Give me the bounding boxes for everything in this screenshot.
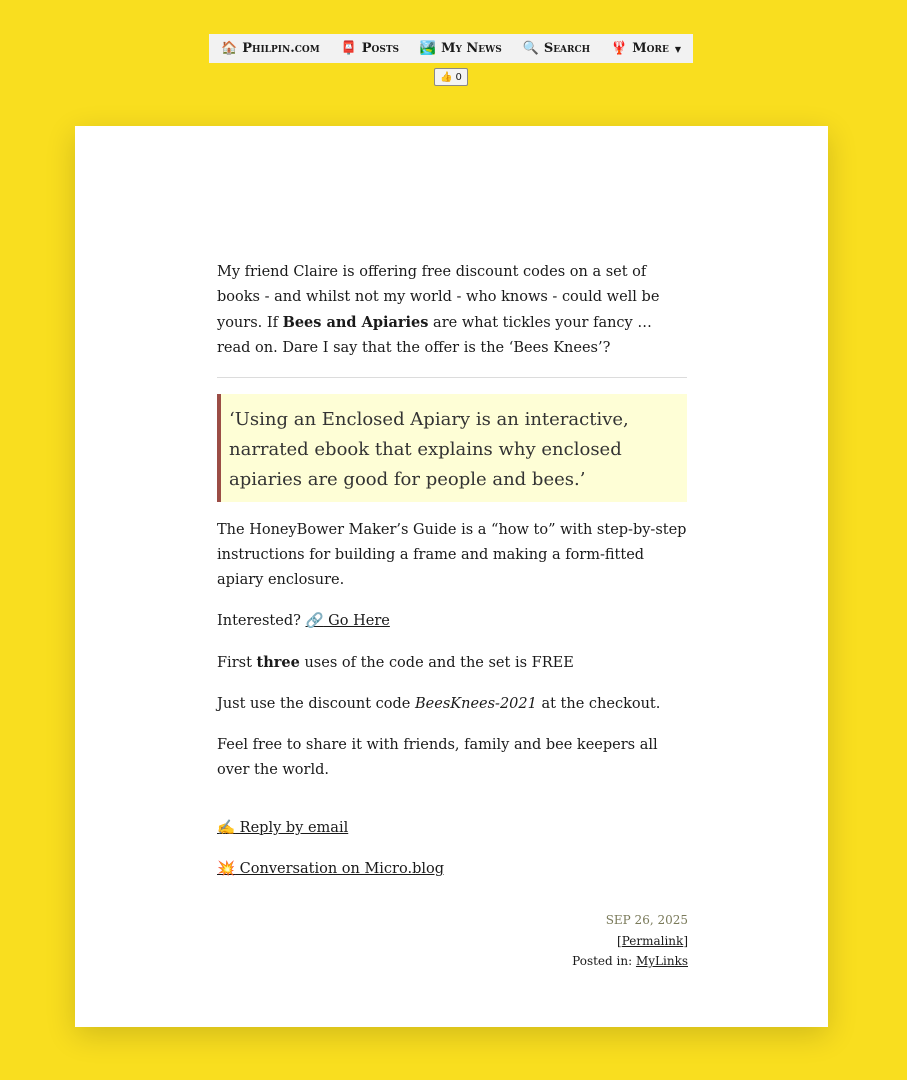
writing-hand-icon: ✍️	[217, 820, 236, 836]
nav-item-philpin[interactable]	[221, 41, 320, 56]
first-three-paragraph: First three uses of the code and the set is FREE	[217, 654, 574, 671]
nav-item-label: More	[632, 41, 669, 56]
nav-item-label: Search	[543, 41, 591, 56]
house-icon: 🏠	[221, 41, 238, 56]
nav-item-posts[interactable]	[341, 41, 400, 56]
lobster-icon: 🦞	[611, 41, 628, 56]
post-content	[217, 260, 687, 783]
nav-item-label: Posts	[361, 41, 400, 56]
post-card	[75, 126, 828, 1027]
nav-item-label: My News	[441, 41, 502, 56]
landscape-icon: 🏞️	[419, 41, 437, 56]
quote-block: ‘Using an Enclosed Apiary is an interactive, narrated ebook that explains why enclosed apiaries are good for people and bees.’	[217, 394, 687, 502]
post-date: SEP 26, 2025	[605, 913, 688, 927]
like-count: 0	[455, 71, 462, 83]
interested-paragraph: Interested? 🔗 Go Here	[217, 613, 390, 629]
caret-down-icon: ▼	[674, 43, 681, 54]
permalink-row: [Permalink]	[617, 933, 688, 948]
intro-paragraph: My friend Claire is offering free discount codes on a set of books - and whilst not my world - who knows - could well be yours. If Bees and Apiaries are what tickles your fancy … read on. Dare I say that the offer is the ‘Bees Knees’?	[217, 264, 660, 356]
category-link[interactable]: MyLinks	[635, 954, 688, 968]
guide-paragraph: The HoneyBower Maker’s Guide is a “how to” with step-by-step instructions for building a frame and making a form-fitted apiary enclosure.	[217, 522, 687, 588]
nav-item-my-news[interactable]	[420, 41, 502, 56]
like-button[interactable]	[434, 68, 468, 86]
reply-by-email-link[interactable]: ✍️ Reply by email	[217, 820, 349, 836]
nav-item-more[interactable]	[611, 41, 681, 56]
nav-item-search[interactable]	[523, 41, 591, 56]
conversation-link[interactable]: 💥 Conversation on Micro.blog	[217, 861, 444, 877]
top-nav	[209, 34, 693, 63]
link-icon: 🔗	[305, 613, 324, 629]
thumbs-up-icon: 👍	[440, 71, 453, 83]
posted-in-row: Posted in: MyLinks	[572, 954, 688, 968]
permalink-link[interactable]: Permalink	[621, 933, 684, 948]
discount-paragraph: Just use the discount code BeesKnees-2021 at the checkout.	[217, 696, 661, 712]
divider	[217, 377, 687, 378]
post-actions	[217, 816, 444, 898]
post-meta	[572, 910, 688, 972]
collision-icon: 💥	[217, 861, 236, 877]
nav-item-label: Philpin.com	[242, 41, 320, 56]
go-here-link[interactable]: 🔗 Go Here	[305, 613, 390, 629]
share-paragraph: Feel free to share it with friends, family and bee keepers all over the world.	[217, 737, 658, 778]
discount-code: BeesKnees-2021	[415, 696, 537, 712]
postbox-icon: 📮	[340, 41, 357, 56]
search-icon: 🔍	[522, 41, 539, 56]
